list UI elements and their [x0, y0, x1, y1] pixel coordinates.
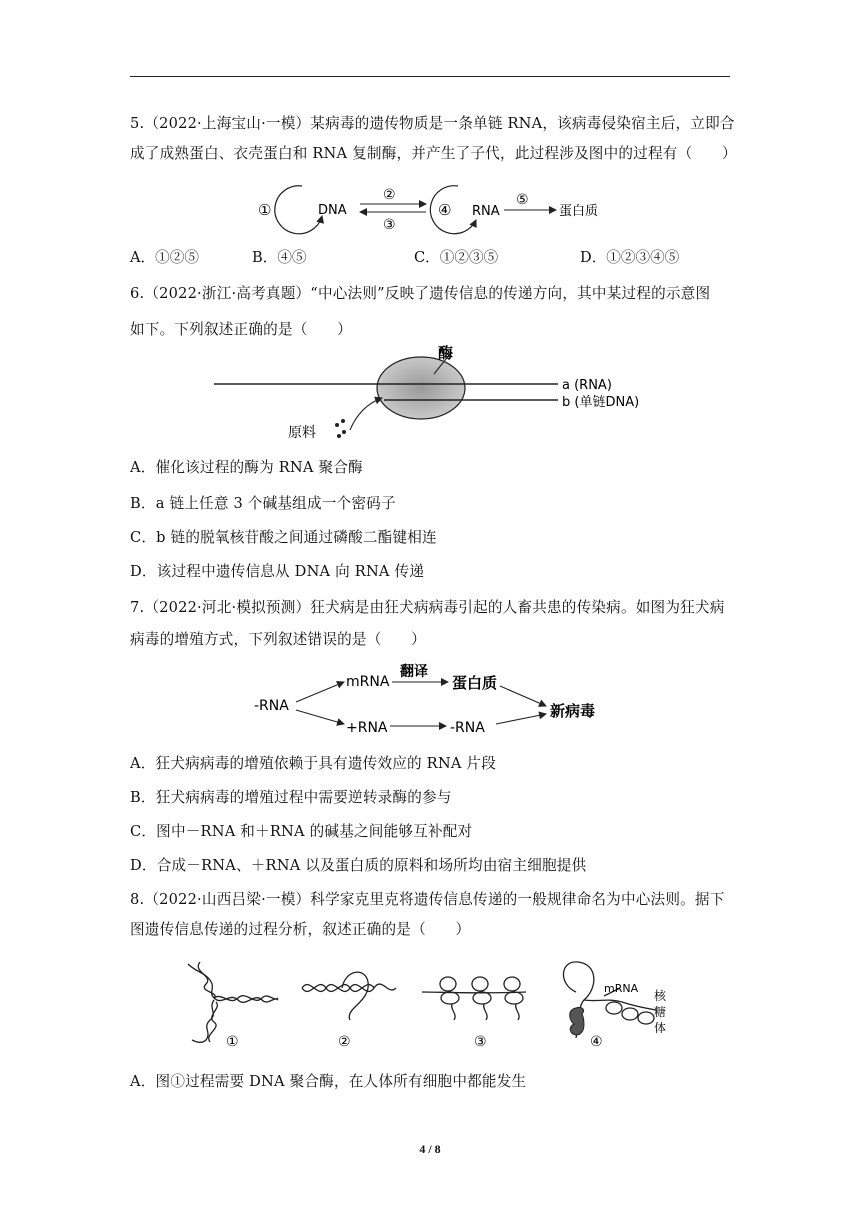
label-strand-a: a (RNA): [562, 378, 612, 393]
label-protein: 蛋白质: [452, 674, 498, 692]
enzyme-body: [377, 357, 465, 419]
page-number: 4 / 8: [419, 1142, 441, 1156]
panel-3-polysome: [422, 977, 526, 1020]
q7-option-a[interactable]: A．狂犬病病毒的增殖依赖于具有遗传效应的 RNA 片段: [130, 755, 496, 772]
panel-label-2: ②: [338, 1034, 351, 1050]
label-ribosome-3: 体: [654, 1021, 667, 1035]
label-enzyme: 酶: [438, 344, 454, 362]
cycle-1-arc: [275, 186, 322, 234]
label-circle-3: ③: [383, 217, 396, 233]
label-mrna: mRNA: [604, 982, 639, 995]
q5-options: [130, 248, 730, 268]
rna-polymerase-shape: [570, 1007, 584, 1034]
label-pos-rna: +RNA: [346, 720, 388, 736]
panel-1-replication: [188, 962, 278, 1042]
q5-option-a[interactable]: A．①②⑤: [130, 249, 199, 266]
q7-diagram: [250, 662, 620, 742]
q7-option-c[interactable]: C．图中－RNA 和＋RNA 的碱基之间能够互补配对: [130, 823, 473, 840]
label-ribosome-2: 糖: [654, 1005, 667, 1019]
label-rna: RNA: [472, 204, 500, 219]
label-translate: 翻译: [400, 664, 428, 680]
q8-option-a[interactable]: A．图①过程需要 DNA 聚合酶，在人体所有细胞中都能发生: [130, 1073, 527, 1090]
q6-option-a[interactable]: A．催化该过程的酶为 RNA 聚合酶: [130, 459, 363, 476]
q5-option-d[interactable]: D．①②③④⑤: [580, 249, 680, 266]
panel-label-1: ①: [226, 1034, 239, 1050]
panel-2-transcription: [302, 972, 396, 1020]
q7-option-b[interactable]: B．狂犬病病毒的增殖过程中需要逆转录酶的参与: [130, 789, 452, 806]
label-ribosome-1: 核: [654, 989, 667, 1003]
material-arrow: [350, 398, 382, 430]
header-rule: [130, 76, 730, 77]
label-circle-5: ⑤: [516, 192, 529, 208]
q5-stem-line2: 成了成熟蛋白、衣壳蛋白和 RNA 复制酶，并产生了子代，此过程涉及图中的过程有（ ）: [130, 145, 737, 162]
label-new-virus: 新病毒: [550, 702, 596, 720]
q8-stem-line2: 图遗传信息传递的过程分析，叙述正确的是（ ）: [130, 921, 471, 938]
q6-option-c[interactable]: C．b 链的脱氧核苷酸之间通过磷酸二酯键相连: [130, 529, 437, 546]
q5-option-b[interactable]: B．④⑤: [252, 249, 307, 266]
q5-diagram: [250, 180, 620, 240]
label-dna: DNA: [318, 203, 347, 218]
q5-option-c[interactable]: C．①②③⑤: [414, 249, 499, 266]
label-mrna: mRNA: [346, 674, 390, 690]
label-circle-1: ①: [258, 201, 272, 219]
q6-stem-line2: 如下。下列叙述正确的是（ ）: [130, 321, 352, 338]
label-circle-4: ④: [438, 201, 452, 219]
label-circle-2: ②: [383, 187, 396, 203]
panel-label-4: ④: [590, 1034, 603, 1050]
label-strand-b: b (单链DNA): [562, 395, 640, 410]
q6-option-d[interactable]: D．该过程中遗传信息从 DNA 向 RNA 传递: [130, 563, 425, 580]
q6-stem-line1: 6.（2022·浙江·高考真题）“中心法则”反映了遗传信息的传递方向，其中某过程的示意图: [130, 285, 711, 302]
label-protein: 蛋白质: [559, 204, 599, 219]
label-neg-rna: -RNA: [254, 698, 289, 714]
q5-stem-line1: 5.（2022·上海宝山·一模）某病毒的遗传物质是一条单链 RNA，该病毒侵染宿主后，立即合: [130, 115, 735, 132]
q8-diagram: [178, 958, 678, 1052]
label-raw-material: 原料: [288, 425, 316, 441]
q6-option-b[interactable]: B．a 链上任意 3 个碱基组成一个密码子: [130, 495, 396, 512]
q7-option-d[interactable]: D．合成－RNA、＋RNA 以及蛋白质的原料和场所均由宿主细胞提供: [130, 857, 587, 874]
q6-diagram: [210, 342, 660, 450]
q8-stem-line1: 8.（2022·山西吕梁·一模）科学家克里克将遗传信息传递的一般规律命名为中心法则。据下: [130, 891, 725, 908]
panel-label-3: ③: [474, 1034, 487, 1050]
q7-stem-line2: 病毒的增殖方式，下列叙述错误的是（ ）: [130, 631, 426, 648]
label-neg-rna-2: -RNA: [450, 720, 485, 736]
q7-stem-line1: 7.（2022·河北·模拟预测）狂犬病是由狂犬病病毒引起的人畜共患的传染病。如图为狂犬病: [130, 599, 725, 616]
